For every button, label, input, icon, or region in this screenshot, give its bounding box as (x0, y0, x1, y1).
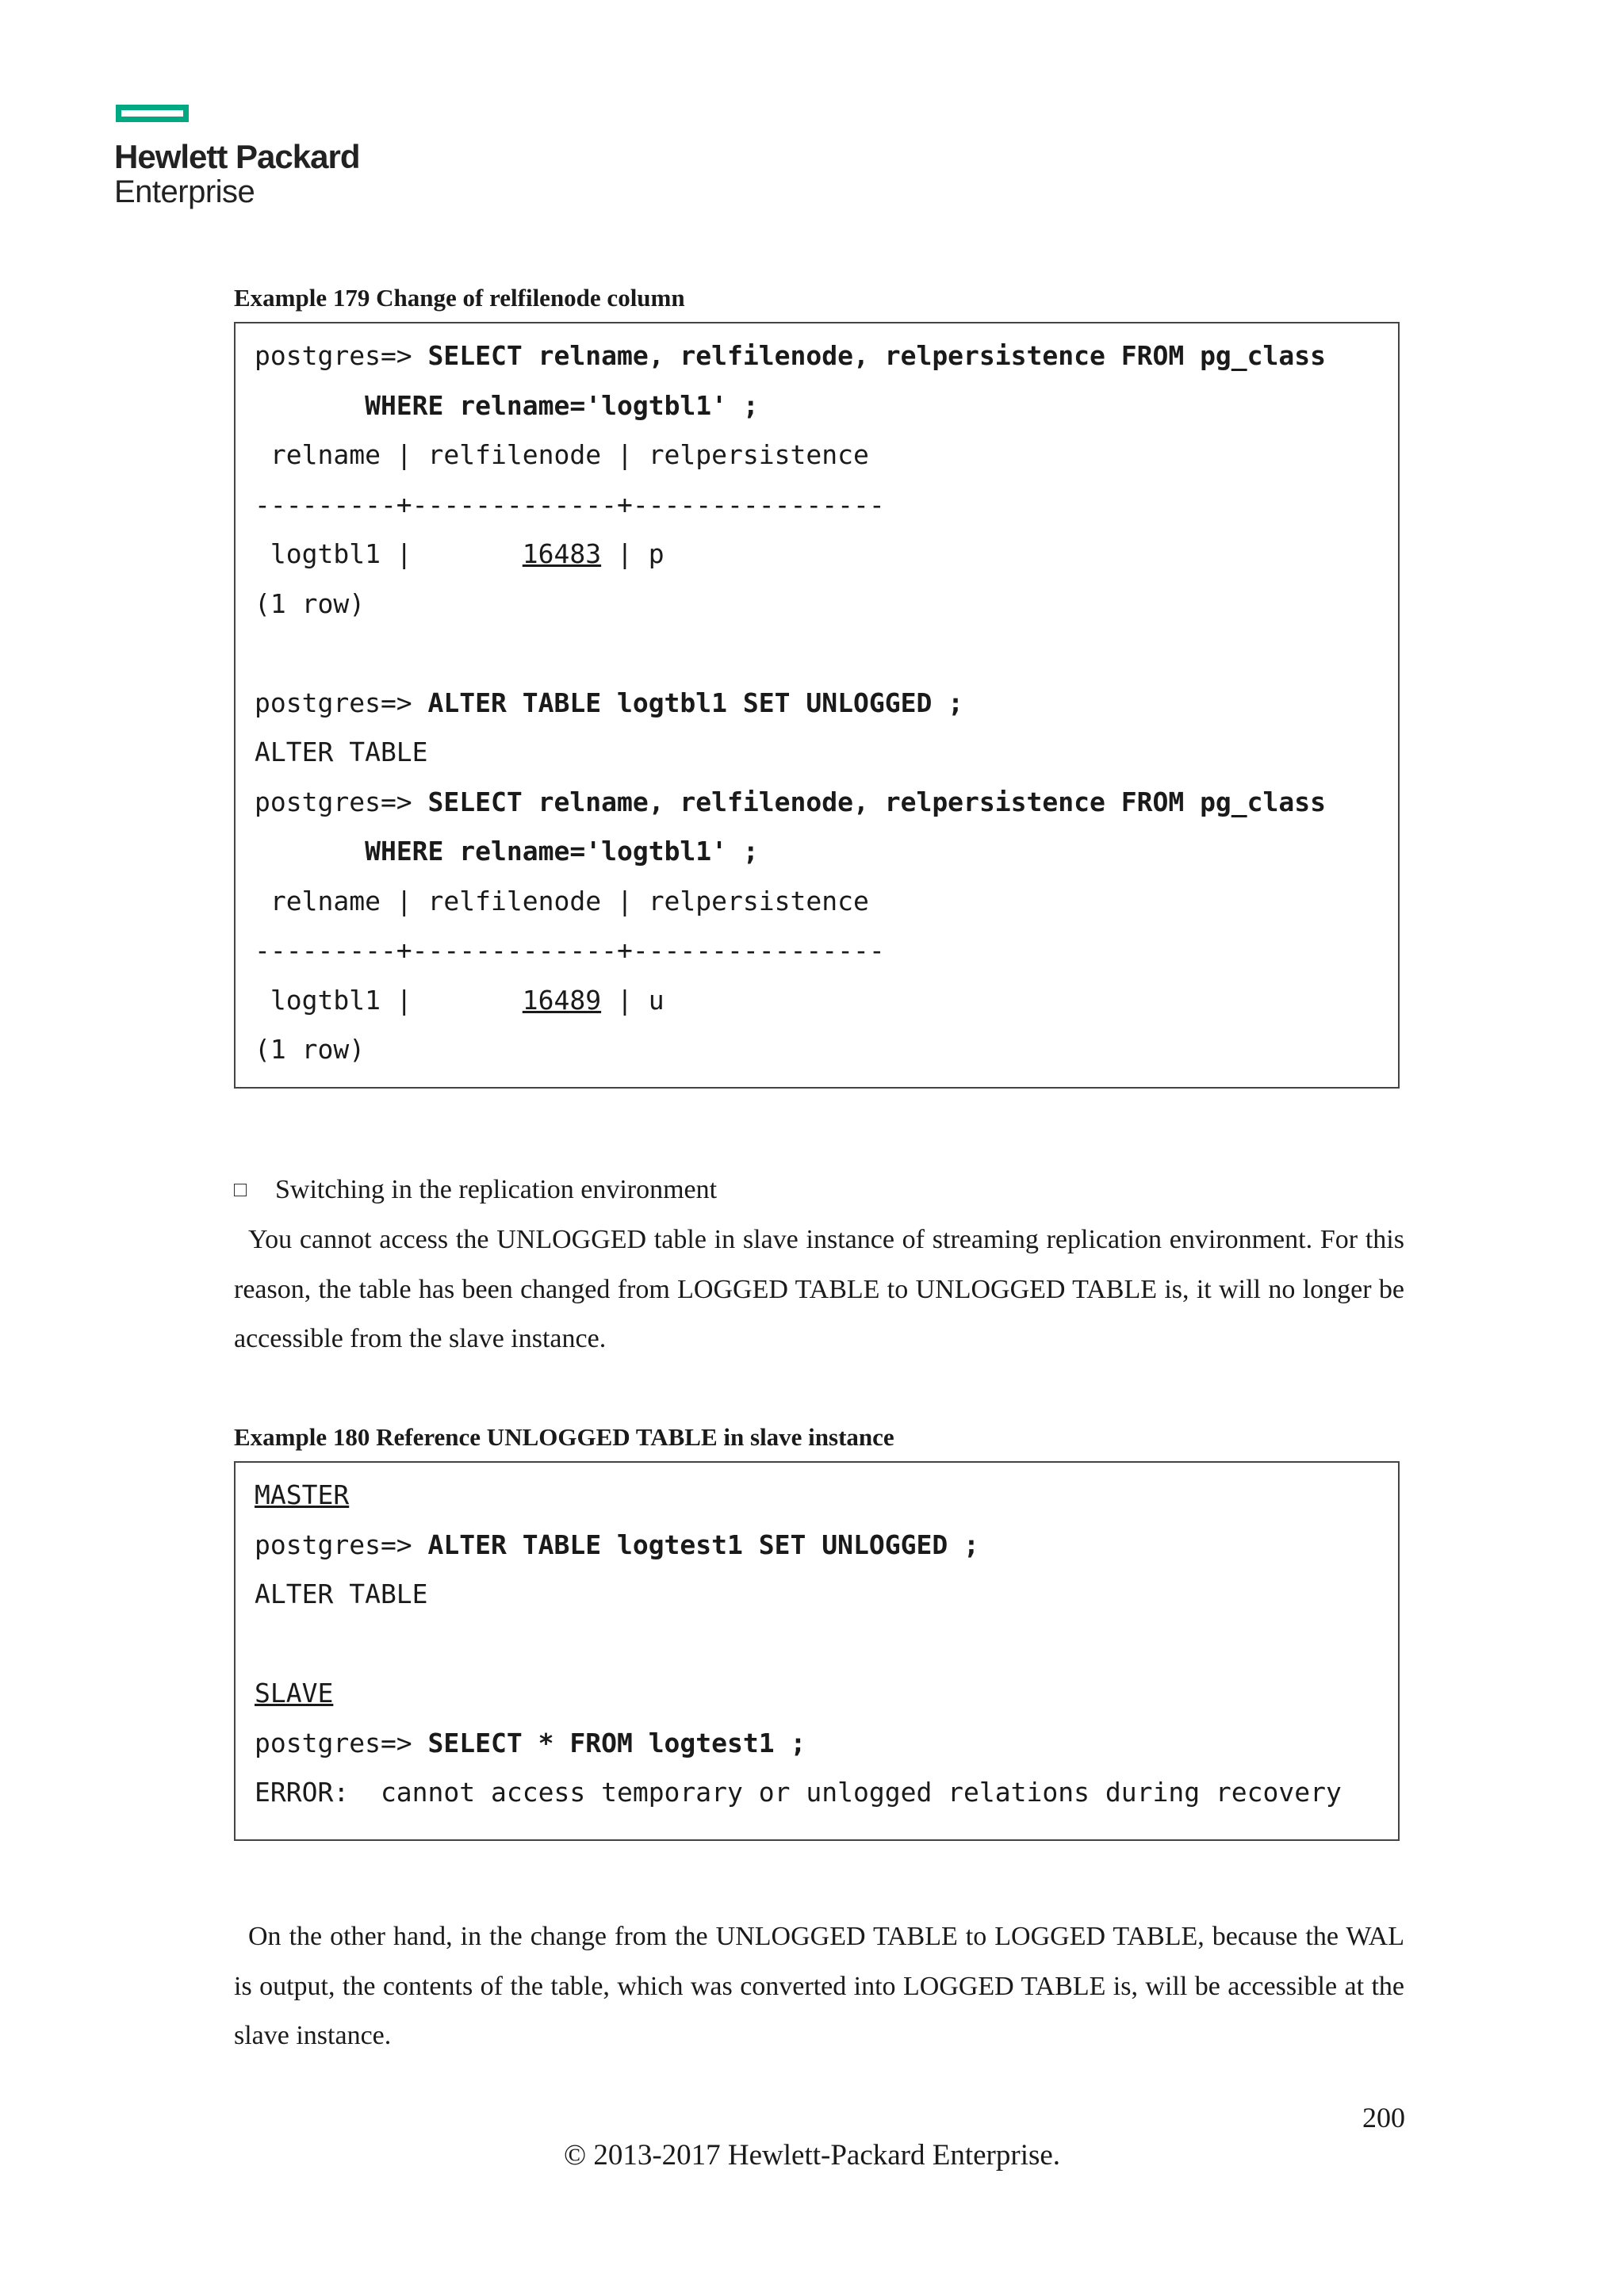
code-line (255, 679, 1379, 729)
code-cmd: SELECT * FROM logtest1 ; (427, 1727, 806, 1758)
example-180-caption: Example 180 Reference UNLOGGED TABLE in slave instance (234, 1423, 894, 1451)
code-line (255, 331, 1379, 381)
code-text: relname | relfilenode | relpersistence (255, 439, 869, 470)
code-text: (1 row) (255, 1034, 366, 1065)
code-pre (255, 836, 365, 867)
closing-paragraph: On the other hand, in the change from the UNLOGGED TABLE to LOGGED TABLE, because the WAL is output, the contents of the table, which was converted into LOGGED TABLE is, will be accessible at the slave instance. (234, 1922, 1404, 2050)
example-179-code-block (234, 322, 1400, 1089)
code-line (255, 580, 1379, 629)
section-heading-text: Switching in the replication environment (275, 1175, 718, 1204)
code-cmd: WHERE relname='logtbl1' ; (365, 389, 759, 421)
example-179-caption: Example 179 Change of relfilenode column (234, 284, 685, 312)
code-line (255, 629, 1379, 679)
code-line (255, 1521, 1379, 1571)
code-u: SLAVE (255, 1678, 334, 1709)
code-text: ---------+-------------+---------------- (255, 488, 885, 520)
code-text: ALTER TABLE (255, 737, 428, 767)
code-line (255, 1570, 1379, 1620)
example-180-code-block (234, 1461, 1400, 1841)
code-prompt: postgres=> (255, 1529, 428, 1560)
code-line (255, 728, 1379, 778)
code-line (255, 1719, 1379, 1769)
code-line (255, 1471, 1379, 1521)
code-cmd: WHERE relname='logtbl1' ; (365, 836, 759, 867)
logo-line2: Enterprise (114, 174, 255, 209)
code-pre: logtbl1 | (255, 538, 523, 569)
code-text: ---------+-------------+---------------- (255, 935, 885, 966)
code-line (255, 976, 1379, 1026)
code-prompt: postgres=> (255, 687, 428, 718)
copyright-footer: © 2013-2017 Hewlett-Packard Enterprise. (563, 2139, 1061, 2172)
code-line (255, 778, 1379, 828)
section-heading (234, 1165, 717, 1215)
code-prompt: postgres=> (255, 1727, 428, 1758)
code-text: ALTER TABLE (255, 1578, 428, 1609)
code-cmd: ALTER TABLE logtbl1 SET UNLOGGED ; (427, 687, 964, 718)
code-pre (255, 390, 365, 421)
code-u: MASTER (255, 1479, 350, 1510)
code-u: 16489 (522, 984, 602, 1016)
code-line (255, 480, 1379, 530)
code-text: ERROR: cannot access temporary or unlogged relations during recovery (255, 1777, 1342, 1808)
code-u: 16483 (522, 538, 602, 569)
code-text: relname | relfilenode | relpersistence (255, 885, 869, 916)
code-line (255, 877, 1379, 927)
code-line (255, 381, 1379, 431)
code-pre: logtbl1 | (255, 984, 523, 1016)
code-post: | p (601, 538, 665, 569)
code-line (255, 1669, 1379, 1719)
hpe-logo (114, 105, 359, 209)
logo-bar-icon (116, 105, 189, 122)
code-line (255, 430, 1379, 480)
code-line (255, 1620, 1379, 1670)
code-cmd: SELECT relname, relfilenode, relpersistence FROM pg_class (427, 786, 1327, 817)
code-prompt: postgres=> (255, 786, 428, 817)
square-bullet-icon (234, 1184, 247, 1196)
page-number: 200 (1362, 2102, 1405, 2133)
code-line (255, 1025, 1379, 1075)
code-line (255, 530, 1379, 580)
code-line (255, 926, 1379, 976)
replication-paragraph: You cannot access the UNLOGGED table in slave instance of streaming replication environment. For this reason, the table has been changed from LOGGED TABLE to UNLOGGED TABLE is, it will no longer be accessible from the slave instance. (234, 1225, 1404, 1353)
code-text: (1 row) (255, 587, 366, 619)
logo-line1: Hewlett Packard (114, 138, 360, 175)
code-line (255, 1768, 1379, 1818)
code-cmd: SELECT relname, relfilenode, relpersistence FROM pg_class (427, 340, 1327, 371)
code-post: | u (601, 984, 665, 1016)
code-prompt: postgres=> (255, 340, 428, 371)
code-line (255, 827, 1379, 877)
code-cmd: ALTER TABLE logtest1 SET UNLOGGED ; (427, 1529, 979, 1560)
